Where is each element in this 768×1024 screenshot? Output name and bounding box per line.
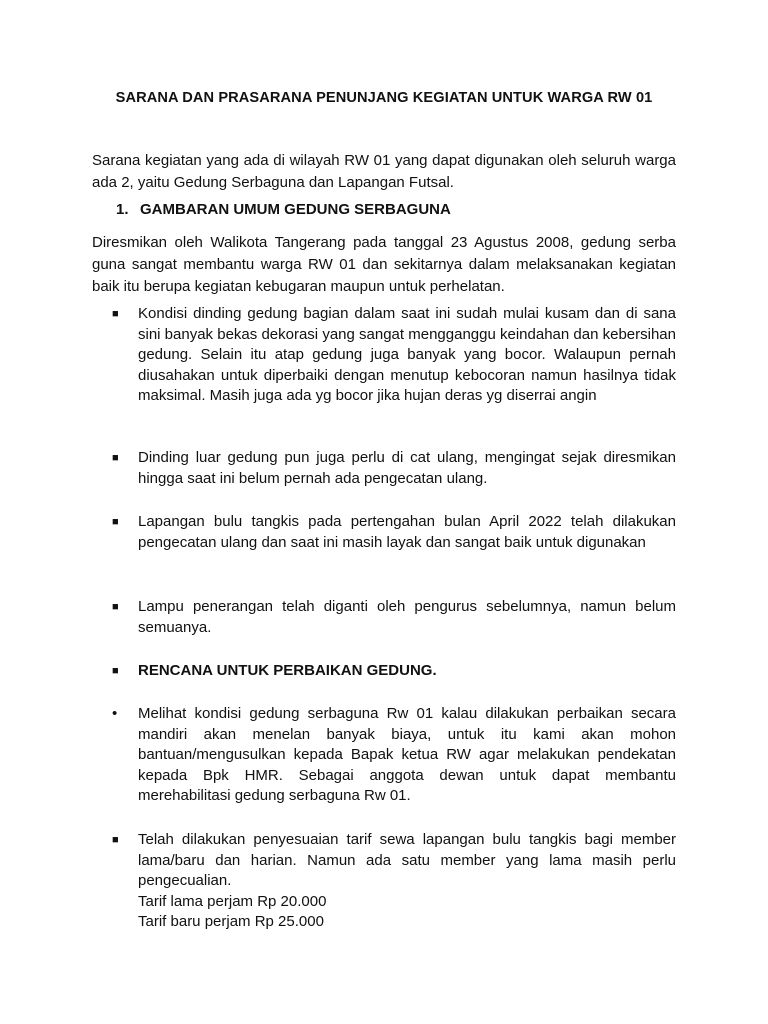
section-heading (116, 201, 451, 218)
square-bullet-icon: ■ (112, 601, 119, 613)
old-rate-text: Tarif lama perjam Rp 20.000 (138, 892, 327, 910)
section-number: 1. (116, 201, 129, 218)
list-item-text: Kondisi dinding gedung bagian dalam saat ini sudah mulai kusam dan di sana sini banyak bekas dekorasi yang sangat mengganggu keindahan dan kebersihan gedung. Selain itu atap gedung juga banyak yang bocor. Walaupun pernah diusahakan untuk diperbaiki dengan menutup kebocoran namun hasilnya tidak maksimal. Masih juga ada yg bocor jika hujan deras yg diserrai angin (138, 305, 676, 404)
list-item-text: Melihat kondisi gedung serbaguna Rw 01 kalau dilakukan perbaikan secara mandiri akan menelan banyak biaya, untuk itu kami akan mohon bantuan/mengusulkan kepada Bapak ketua RW agar melakukan pendekatan kepada Bpk HMR. Sebagai anggota dewan untuk dapat membantu merehabilitasi gedung serbaguna Rw 01. (138, 705, 676, 804)
subheading-item (112, 661, 676, 682)
list-item-text: Telah dilakukan penyesuaian tarif sewa lapangan bulu tangkis bagi member lama/baru dan harian. Namun ada satu member yang lama masih perlu pengecualian. (138, 831, 676, 889)
section-heading-text: GAMBARAN UMUM GEDUNG SERBAGUNA (140, 201, 451, 218)
subheading-text: RENCANA UNTUK PERBAIKAN GEDUNG. (138, 662, 437, 679)
list-item (112, 830, 676, 933)
list-item (112, 704, 676, 807)
square-bullet-icon: ■ (112, 308, 119, 320)
square-bullet-icon: ■ (112, 665, 119, 677)
list-item (112, 304, 676, 407)
square-bullet-icon: ■ (112, 516, 119, 528)
square-bullet-icon: ■ (112, 834, 119, 846)
document-title: SARANA DAN PRASARANA PENUNJANG KEGIATAN UNTUK WARGA RW 01 (115, 90, 653, 106)
list-item-text: Lampu penerangan telah diganti oleh pengurus sebelumnya, namun belum semuanya. (138, 598, 676, 636)
list-item (112, 512, 676, 553)
new-rate-text: Tarif baru perjam Rp 25.000 (138, 913, 324, 930)
list-item-text: Dinding luar gedung pun juga perlu di cat ulang, mengingat sejak diresmikan hingga saat ini belum pernah ada pengecatan ulang. (138, 449, 676, 487)
square-bullet-icon: ■ (112, 452, 119, 464)
list-item (112, 448, 676, 489)
intro-paragraph: Sarana kegiatan yang ada di wilayah RW 01 yang dapat digunakan oleh seluruh warga ada 2, yaitu Gedung Serbaguna dan Lapangan Futsal. (92, 152, 676, 191)
round-bullet-icon: • (112, 705, 118, 722)
list-item (112, 597, 676, 638)
section-paragraph: Diresmikan oleh Walikota Tangerang pada tanggal 23 Agustus 2008, gedung serba guna sangat membantu warga RW 01 dan sekitarnya dalam melaksanakan kegiatan baik itu berupa kegiatan kebugaran maupun untuk perhelatan. (92, 234, 676, 295)
list-item-text: Lapangan bulu tangkis pada pertengahan bulan April 2022 telah dilakukan pengecatan ulang dan saat ini masih layak dan sangat baik untuk digunakan (138, 513, 676, 551)
